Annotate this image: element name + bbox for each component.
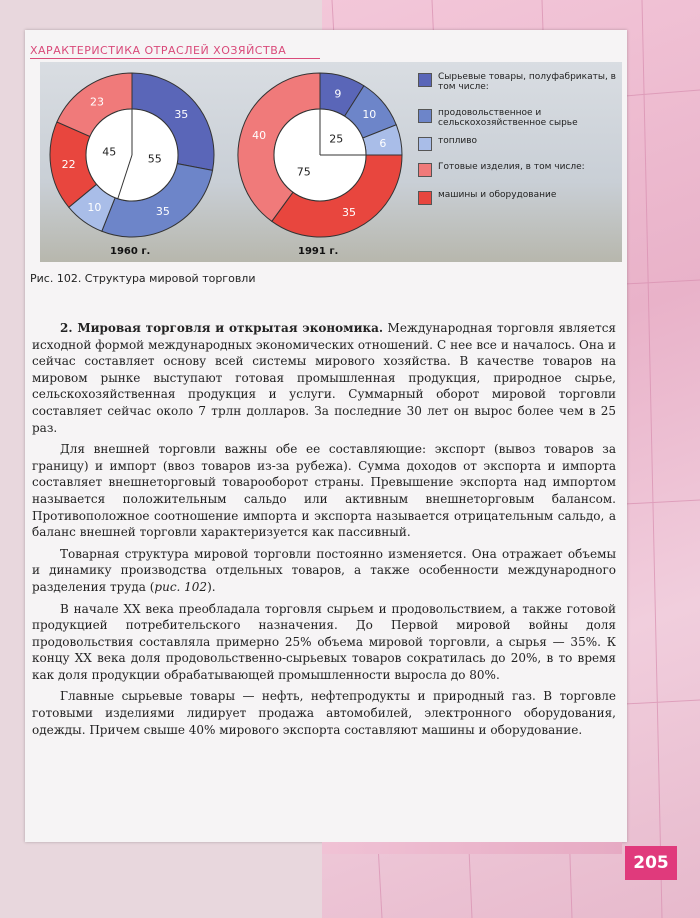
c1991-inner-label-1: 75: [296, 165, 311, 179]
c1960-outer-label-4: 23: [90, 95, 105, 109]
legend-label: продовольственное и сельскохозяйственное сырье: [438, 108, 578, 128]
c1991-outer-label-4: 40: [252, 129, 267, 143]
paragraph-text: ).: [207, 579, 216, 594]
year-label-1991: 1991 г.: [298, 246, 339, 257]
paragraph: Главные сырьевые товары — нефть, нефтепродукты и природный газ. В торговле готовыми изделиями лидирует продажа автомобилей, электронного оборудования, одежды. Причем свыше 40% мирового экспорта составляют машины и оборудование.: [32, 689, 616, 737]
legend-swatch: [418, 73, 432, 87]
c1960-inner-label-1: 45: [102, 145, 117, 159]
chart-legend: [418, 72, 618, 212]
legend-label: Готовые изделия, в том числе:: [438, 162, 585, 172]
paragraph: [32, 546, 616, 596]
legend-swatch: [418, 163, 432, 177]
paragraph: В начале XX века преобладала торговля сырьем и продовольствием, а также готовой продукцией потребительского назначения. До Первой мировой войны доля продовольствия составляла примерно 25% объема мировой торговли, а сырья — 35%. К концу XX века доля продовольственно-сырьевых товаров сократилась до 20%, в то время как доля продукции обрабатывающей промышленности выросла до 80%.: [32, 601, 616, 682]
c1991-outer-label-2: 6: [379, 137, 387, 151]
c1960-outer-label-1: 35: [155, 205, 170, 219]
bottom-decoration: [322, 842, 622, 854]
year-label-1960: 1960 г.: [110, 246, 151, 257]
legend-item: [418, 108, 618, 130]
legend-swatch: [418, 191, 432, 205]
c1960-outer-label-2: 10: [87, 200, 102, 214]
legend-swatch: [418, 109, 432, 123]
figure-caption: Рис. 102. Структура мировой торговли: [30, 272, 256, 285]
paragraph: [32, 320, 616, 436]
c1960-outer-label-0: 35: [174, 108, 189, 122]
legend-item: [418, 136, 618, 156]
legend-item: [418, 162, 618, 184]
c1991-inner-label-0: 25: [329, 132, 344, 146]
c1991-outer-label-0: 9: [334, 87, 342, 101]
legend-label: топливо: [438, 136, 478, 146]
c1991-outer-label-3: 35: [342, 206, 357, 220]
paragraph-text: Международная торговля является исходной формой международных экономических отношений. С нее все и началось. Она и сейчас составляет основу всей системы мирового хозяйства. В качестве товаров на мировом рынке выступают готовая промышленная продукция, природное сырье, сельскохозяйственная продукция и услуги. Суммарный оборот мировой торговли составляет сейчас около 7 трлн долларов. За последние 30 лет он вырос более чем в 25 раз.: [32, 321, 616, 435]
section-heading: 2. Мировая торговля и открытая экономика.: [60, 321, 384, 335]
legend-item: [418, 190, 618, 206]
legend-label: Сырьевые товары, полуфабрикаты, в том числе:: [438, 72, 616, 92]
paragraph-text: Товарная структура мировой торговли постоянно изменяется. Она отражает объемы и динамику производства отдельных товаров, а также особенности международного разделения труда (: [32, 546, 616, 594]
page-number: 205: [625, 846, 677, 880]
legend-item: [418, 72, 618, 102]
c1960-outer-label-3: 22: [61, 157, 76, 171]
article-body: [32, 320, 616, 743]
figure-reference: рис. 102: [154, 579, 208, 594]
c1960-inner-label-0: 55: [147, 152, 162, 166]
legend-label: машины и оборудование: [438, 190, 557, 200]
section-header: ХАРАКТЕРИСТИКА ОТРАСЛЕЙ ХОЗЯЙСТВА: [30, 44, 287, 57]
legend-swatch: [418, 137, 432, 151]
c1991-outer-label-1: 10: [362, 108, 377, 122]
paragraph: Для внешней торговли важны обе ее составляющие: экспорт (вывоз товаров за границу) и импорт (ввоз товаров из-за рубежа). Сумма доходов от экспорта и импорта составляет внешнеторговый товарооборот страны. Превышение экспорта над импортом называется положительным сальдо или активным внешнеторговым балансом. Противоположное соотношение импорта и экспорта называется отрицательным сальдо, а баланс внешней торговли характеризуется как пассивный.: [32, 442, 616, 540]
